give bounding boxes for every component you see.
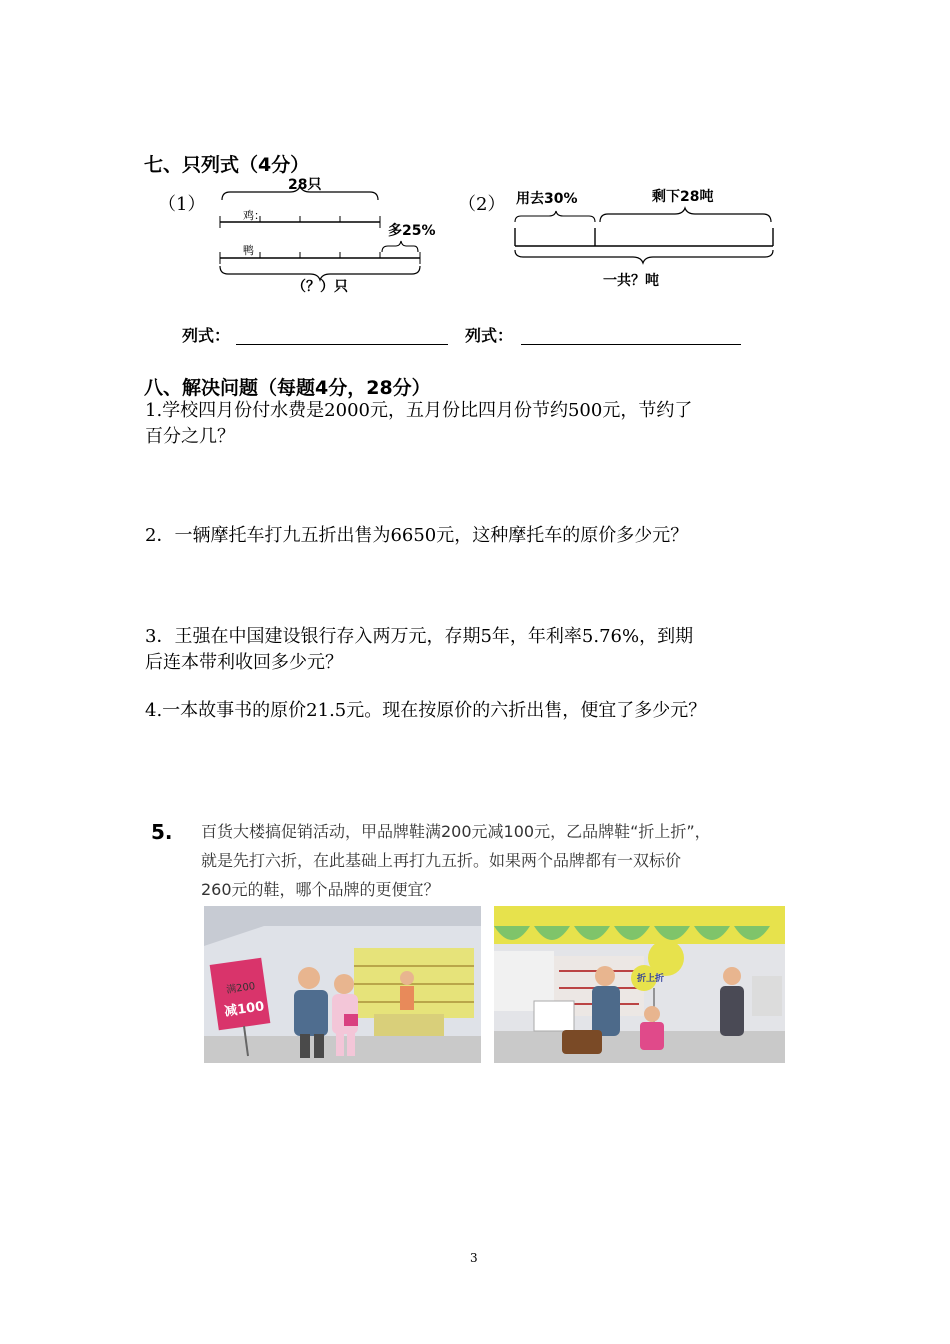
- question4: 4.一本故事书的原价21.5元。现在按原价的六折出售，便宜了多少元？: [145, 700, 707, 721]
- store-b-illustration: [494, 906, 785, 1063]
- question3-line1: 3．王强在中国建设银行存入两万元，存期5年，年利率5.76%，到期: [145, 626, 694, 647]
- question5-number: 5.: [151, 820, 173, 844]
- formula1-label: 列式：: [182, 326, 231, 345]
- question1-line2: 百分之几？: [145, 426, 235, 447]
- question5-line3: 260元的鞋，哪个品牌的更便宜？: [201, 880, 440, 899]
- question3-line2: 后连本带利收回多少元？: [145, 652, 343, 673]
- diagram2-left-label: 剩下28吨: [652, 189, 714, 205]
- diagram1-more-label: 多25%: [388, 223, 436, 239]
- store-a-illustration: [204, 906, 481, 1063]
- store-a-sign-line2: 减100: [223, 999, 266, 1020]
- section7-title: 七、只列式（4分）: [144, 154, 310, 176]
- question5-line1: 百货大楼搞促销活动，甲品牌鞋满200元减100元，乙品牌鞋“折上折”，: [201, 822, 711, 841]
- diagram1-number: （1）: [158, 194, 206, 215]
- question1-line1: 1.学校四月份付水费是2000元，五月份比四月份节约500元，节约了: [145, 400, 693, 421]
- diagram2-number: （2）: [458, 194, 506, 215]
- diagram2-used-label: 用去30%: [516, 191, 578, 207]
- diagram1-top-label: 28只: [288, 177, 322, 193]
- question5-line2: 就是先打六折，在此基础上再打九五折。如果两个品牌都有一双标价: [201, 851, 682, 870]
- question2: 2．一辆摩托车打九五折出售为6650元，这种摩托车的原价多少元？: [145, 525, 689, 546]
- diagram1-chicken-label: 鸡：: [243, 209, 265, 222]
- diagram2-graphic: [505, 200, 785, 270]
- formula2-answer-line[interactable]: [521, 344, 741, 345]
- formula2-label: 列式：: [465, 326, 514, 345]
- store-b-balloon-label: 折上折: [637, 974, 665, 984]
- page-number: 3: [470, 1251, 478, 1265]
- section8-title: 八、解决问题（每题4分，28分）: [144, 377, 431, 399]
- store-a-sign-line1: 满200: [225, 981, 256, 996]
- diagram2-total-label: 一共？吨: [603, 273, 659, 289]
- diagram1-duck-label: 鸭: [243, 244, 254, 257]
- diagram1-bottom-label: （？）只: [292, 279, 348, 295]
- formula1-answer-line[interactable]: [236, 344, 448, 345]
